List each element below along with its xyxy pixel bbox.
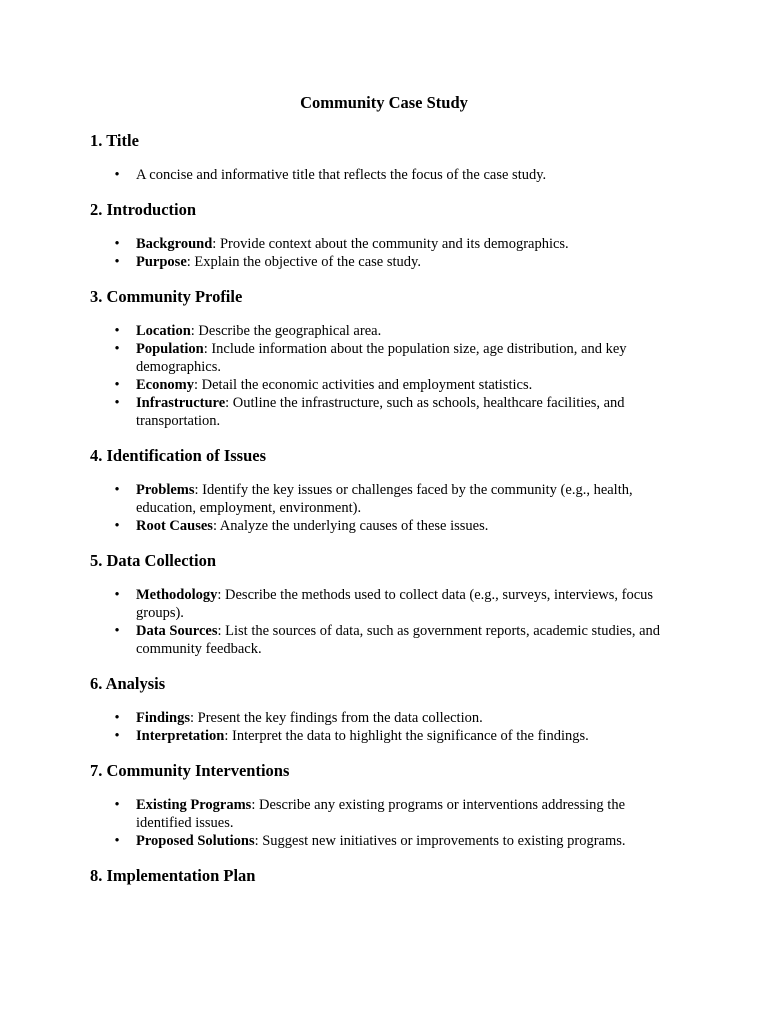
section-heading: 8. Implementation Plan <box>90 866 256 885</box>
item-text: : Identify the key issues or challenges faced by the community (e.g., health, education, employment, environment). <box>136 482 633 516</box>
bullet-icon: • <box>114 377 120 393</box>
section-heading: 2. Introduction <box>90 200 197 219</box>
item-term: Findings <box>136 710 190 726</box>
bullet-icon: • <box>114 236 120 252</box>
list-item <box>114 517 680 535</box>
item-term: Problems <box>136 482 195 498</box>
list-item <box>114 832 680 850</box>
bullet-list <box>90 322 680 430</box>
bullet-list <box>90 166 680 184</box>
bullet-list <box>90 709 680 745</box>
list-item <box>114 340 680 376</box>
item-text: : Interpret the data to highlight the significance of the findings. <box>224 728 589 744</box>
item-text: : List the sources of data, such as government reports, academic studies, and community feedback. <box>136 623 661 657</box>
section <box>90 286 680 430</box>
item-term: Population <box>136 341 204 357</box>
item-term: Location <box>136 323 191 339</box>
list-item <box>114 322 680 340</box>
list-item <box>114 481 680 517</box>
bullet-list <box>90 586 680 658</box>
bullet-list <box>90 481 680 535</box>
section <box>90 865 680 887</box>
item-term: Data Sources <box>136 623 218 639</box>
item-term: Purpose <box>136 254 187 270</box>
list-item <box>114 394 680 430</box>
bullet-list <box>90 796 680 850</box>
bullet-icon: • <box>114 482 120 498</box>
item-text: : Present the key findings from the data collection. <box>190 710 483 726</box>
item-text: : Explain the objective of the case study. <box>186 254 421 270</box>
item-text: : Analyze the underlying causes of these issues. <box>212 518 489 534</box>
item-term: Economy <box>136 377 194 393</box>
item-text: A concise and informative title that reflects the focus of the case study. <box>136 167 547 183</box>
section <box>90 130 680 184</box>
list-item <box>114 376 680 394</box>
item-text: : Include information about the population size, age distribution, and key demographics. <box>136 341 627 375</box>
item-text: : Describe the methods used to collect data (e.g., surveys, interviews, focus groups). <box>136 587 654 621</box>
bullet-icon: • <box>114 833 120 849</box>
section <box>90 550 680 658</box>
bullet-icon: • <box>114 167 120 183</box>
bullet-list <box>90 235 680 271</box>
item-text: : Describe any existing programs or interventions addressing the identified issues. <box>136 797 626 831</box>
section-heading: 7. Community Interventions <box>90 761 290 780</box>
bullet-icon: • <box>114 518 120 534</box>
bullet-icon: • <box>114 710 120 726</box>
list-item <box>114 796 680 832</box>
list-item <box>114 727 680 745</box>
item-text: : Outline the infrastructure, such as schools, healthcare facilities, and transportation. <box>136 395 625 429</box>
section-heading: 5. Data Collection <box>90 551 217 570</box>
section-heading: 4. Identification of Issues <box>90 446 267 465</box>
section-heading: 3. Community Profile <box>90 287 243 306</box>
item-text: : Detail the economic activities and employment statistics. <box>194 377 533 393</box>
item-term: Proposed Solutions <box>136 833 255 849</box>
bullet-icon: • <box>114 254 120 270</box>
list-item <box>114 235 680 253</box>
document-sections <box>90 130 680 887</box>
bullet-icon: • <box>114 797 120 813</box>
item-term: Existing Programs <box>136 797 252 813</box>
bullet-icon: • <box>114 395 120 411</box>
item-text: : Provide context about the community and its demographics. <box>212 236 569 252</box>
item-term: Methodology <box>136 587 218 603</box>
bullet-icon: • <box>114 323 120 339</box>
section <box>90 445 680 535</box>
section-heading: 6. Analysis <box>90 674 166 693</box>
list-item <box>114 253 680 271</box>
list-item <box>114 622 680 658</box>
section <box>90 673 680 745</box>
bullet-icon: • <box>114 623 120 639</box>
item-term: Interpretation <box>136 728 225 744</box>
list-item <box>114 709 680 727</box>
item-term: Root Causes <box>136 518 213 534</box>
bullet-icon: • <box>114 728 120 744</box>
list-item <box>114 166 680 184</box>
document-title: Community Case Study <box>300 93 468 112</box>
section-heading: 1. Title <box>90 131 139 150</box>
section <box>90 760 680 850</box>
item-term: Infrastructure <box>136 395 226 411</box>
item-text: : Suggest new initiatives or improvements to existing programs. <box>254 833 626 849</box>
bullet-icon: • <box>114 587 120 603</box>
bullet-icon: • <box>114 341 120 357</box>
list-item <box>114 586 680 622</box>
section <box>90 199 680 271</box>
item-text: : Describe the geographical area. <box>190 323 382 339</box>
item-term: Background <box>136 236 213 252</box>
